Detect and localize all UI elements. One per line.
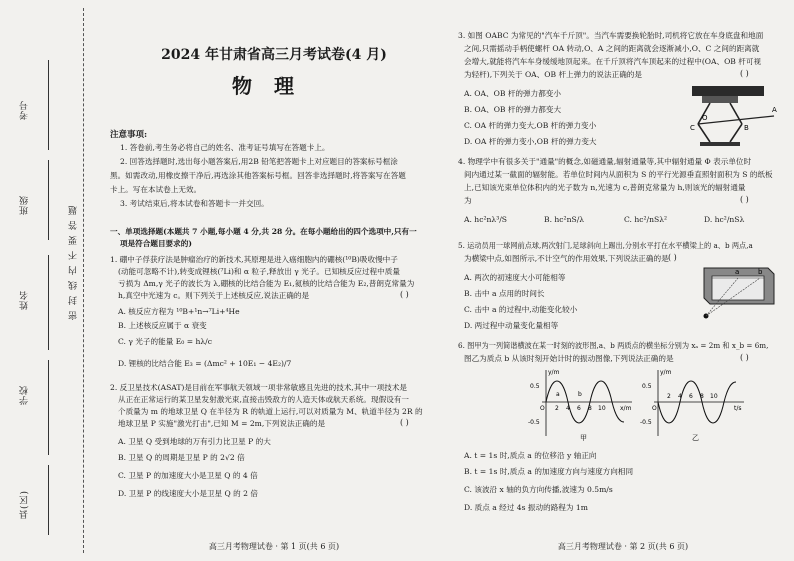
x-tick: 6 <box>689 393 693 400</box>
y-label: y/m <box>548 369 560 376</box>
origin-label: O <box>540 405 545 412</box>
q4-line: 间内通过某一截面的辐射能。若单位时间内从面积为 S 的平行光源垂直照射面积为 S 的纸板 <box>464 170 773 179</box>
y-tick: -0.5 <box>528 419 540 426</box>
x-label: x/m <box>620 405 632 412</box>
q3-option-d: D. OA 杆的弹力变小,OB 杆的弹力变大 <box>464 137 597 146</box>
q6-line: 6. 图甲为一列简谐横波在某一时刻的波形图,a、b 两质点的横坐标分别为 xₐ = 2m 和 x_b = 6m, <box>458 341 769 350</box>
q3-option-a: A. OA、OB 杆的弹力都变小 <box>464 89 561 98</box>
q2-option-d: D. 卫星 P 的线速度大小是卫星 Q 的 2 倍 <box>118 489 259 498</box>
note-line: 3. 考试结束后,将本试卷和答题卡一并交回。 <box>120 199 269 208</box>
q1-line: h,真空中光速为 c。则下列关于上述核反应,说法正确的是 <box>118 291 310 300</box>
q4-line: 4. 物理学中有很多关于"通量"的概念,如磁通量,辐射通量等,其中辐射通量 Φ 表示单位时 <box>458 157 752 166</box>
q5-option-b: B. 击中 a 点用的时间长 <box>464 289 545 298</box>
label-c: C <box>690 124 695 132</box>
page-2 <box>458 0 788 561</box>
class-label: 班级 <box>20 195 30 215</box>
note-line: 黑。如需改动,用橡皮擦干净后,再选涂其他答案标号框。回答非选择题时,将答案写在答题 <box>110 171 406 180</box>
q6-line: 图乙为质点 b 从该时刻开始计时的振动图像,下列说法正确的是 <box>464 354 674 363</box>
note-line: 2. 回答选择题时,选出每小题答案后,用2B 铅笔把答题卡上对应题目的答案标号框涂 <box>120 157 398 166</box>
goal-net <box>712 276 764 300</box>
q3-option-c: C. OA 杆的弹力变大,OB 杆的弹力变小 <box>464 121 597 130</box>
exam-no-line <box>48 60 49 150</box>
q2-option-a: A. 卫星 Q 受到地球的万有引力比卫星 P 的大 <box>118 437 271 446</box>
y-label: y/m <box>660 369 672 376</box>
x-tick: 8 <box>588 405 592 412</box>
car-body-block <box>692 86 764 96</box>
page-1 <box>104 0 444 561</box>
q4-option-c: C. hc²/nSλ² <box>624 215 668 224</box>
jack-screw-rod <box>698 116 774 124</box>
x-tick: 10 <box>598 405 606 412</box>
x-tick: 2 <box>555 405 559 412</box>
q3-line: 3. 如图 OABC 为常见的"汽车千斤顶"。当汽车需要换轮胎时,司机将它放在车身底盘和地面 <box>458 31 764 40</box>
exam-title: 2024 年甘肃省高三月考试卷(4 月) <box>161 47 387 63</box>
jack-arm <box>698 124 710 142</box>
y-tick: 0.5 <box>530 383 540 390</box>
q2-line: 地球卫星 P 实施"激光打击",已知 M = 2m,下列说法正确的是 <box>118 419 326 428</box>
point-a-label: a <box>556 391 560 398</box>
page-2-footer: 高三月考物理试卷 · 第 2 页(共 6 页) <box>557 542 689 551</box>
q3-line: 为轻杆),下列关于 OA、OB 杆上弹力的说法正确的是 <box>464 70 642 79</box>
q2-answer-paren: ( ) <box>400 418 409 427</box>
label-a: A <box>772 106 777 114</box>
section-title-cont: 项是符合题目要求的) <box>120 239 192 248</box>
caption: 乙 <box>692 434 699 442</box>
q5-option-a: A. 两次的初速度大小可能相等 <box>464 273 566 282</box>
q1-line: 亏损为 Δm,γ 光子的波长为 λ,硼核的比结合能为 E₁,氦核的比结合能为 E₂,普朗克常量为 <box>118 279 415 288</box>
x-tick: 4 <box>678 393 682 400</box>
note-line: 卡上。写在本试卷上无效。 <box>110 185 202 194</box>
jack-base <box>700 142 740 146</box>
notes-heading: 注意事项: <box>110 130 148 140</box>
x-tick: 2 <box>667 393 671 400</box>
q3-option-b: B. OA、OB 杆的弹力都变大 <box>464 105 562 114</box>
class-line <box>48 160 49 240</box>
q6-option-a: A. t = 1s 时,质点 a 的位移沿 y 轴正向 <box>464 451 597 460</box>
q6-option-b: B. t = 1s 时,质点 a 的加速度方向与速度方向相同 <box>464 467 634 476</box>
x-tick: 8 <box>700 393 704 400</box>
origin-label: O <box>652 405 657 412</box>
q1-answer-paren: ( ) <box>400 290 409 299</box>
q4-option-d: D. hc²/nSλ <box>704 215 745 224</box>
goal-figure <box>694 260 778 320</box>
jack-top-plate <box>702 96 738 103</box>
q5-option-d: D. 两过程中动量变化量相等 <box>464 321 559 330</box>
name-line <box>48 255 49 350</box>
q1-line: (动能可忽略不计),转变成锂核(⁷Li)和 α 粒子,释放出 γ 光子。已知核反应过程中质量 <box>118 267 400 276</box>
seal-dashed-line <box>83 8 84 553</box>
x-tick: 6 <box>577 405 581 412</box>
q2-option-c: C. 卫星 P 的加速度大小是卫星 Q 的 4 倍 <box>118 471 258 480</box>
q4-line: 上,已知该光束单位体积内的光子数为 n,光速为 c,普朗克常量为 h,则该光的辐射通量 <box>464 183 746 192</box>
caption: 甲 <box>580 434 587 442</box>
q3-line: 之间,只需摇动手柄使螺杆 OA 转动,O、A 之间的距离就会逐渐减小,O、C 之间的距离就 <box>464 44 760 53</box>
point-b-label: b <box>578 391 582 398</box>
county-label: 县(区) <box>20 490 30 520</box>
q1-line: 1. 硼中子俘获疗法是肿瘤治疗的新技术,其原理是进入癌细胞内的硼核(¹⁰B)吸收慢中子 <box>110 255 398 264</box>
y-tick: 0.5 <box>642 383 652 390</box>
school-line <box>48 360 49 455</box>
q4-option-b: B. hc²nS/λ <box>544 215 585 224</box>
q1-option-a: A. 核反应方程为 ¹⁰B+¹n→⁷Li+⁴He <box>118 307 240 316</box>
x-tick: 10 <box>710 393 718 400</box>
label-o: O <box>702 114 708 122</box>
name-label: 姓名 <box>20 290 30 310</box>
q6-answer-paren: ( ) <box>740 353 749 362</box>
county-line <box>48 465 49 535</box>
q2-line: 2. 反卫星技术(ASAT)是目前在军事航天领域一项非常敏感且先进的技术,其中一项技术是 <box>110 383 408 392</box>
binding-strip <box>0 0 100 561</box>
wave-graph-right <box>640 366 750 442</box>
q6-option-d: D. 质点 a 经过 4s 振动的路程为 1m <box>464 503 588 512</box>
q5-answer-paren: ( ) <box>668 253 677 262</box>
q1-option-d: D. 锂核的比结合能 E₃ = (Δmc² + 10E₁ − 4E₂)/7 <box>118 359 292 368</box>
q5-option-c: C. 击中 a 的过程中,动能变化较小 <box>464 305 578 314</box>
label-b: b <box>758 268 763 276</box>
q5-line: 为横梁中点,如图所示,不计空气的作用效果,下列说法正确的是 <box>464 254 669 263</box>
school-label: 学校 <box>20 385 30 405</box>
q4-line: 为 <box>464 196 472 205</box>
q5-line: 5. 运动员用一球网前点球,两次射门,足球斜向上踢出,分别水平打在水平横梁上的 a、b 两点,a <box>458 241 753 250</box>
label-a: a <box>735 268 740 276</box>
q2-line: 从正在正常运行的某卫星发射激光束,直接击毁敌方的人造天体或航天系统。现假设有一 <box>118 395 409 404</box>
q4-answer-paren: ( ) <box>740 195 749 204</box>
note-line: 1. 答卷前,考生务必将自己的姓名、准考证号填写在答题卡上。 <box>120 143 330 152</box>
q1-option-c: C. γ 光子的能量 E₀ = hλ/c <box>118 337 212 346</box>
seal-line-text: 密封线内不要答题 <box>69 200 79 320</box>
q3-line: 会增大,就能将汽车车身缓缓地顶起来。在千斤顶将汽车顶起来的过程中(OA、OB 杆可视 <box>464 57 762 66</box>
x-tick: 4 <box>566 405 570 412</box>
q3-answer-paren: ( ) <box>740 69 749 78</box>
page-1-footer: 高三月考物理试卷 · 第 1 页(共 6 页) <box>208 542 340 551</box>
exam-no-label: 考号 <box>20 100 30 120</box>
jack-arm <box>730 124 742 142</box>
section-title: 一、单项选择题(本题共 7 小题,每小题 4 分,共 28 分。在每小题给出的四个选项中,只有一 <box>110 227 417 236</box>
subject-title: 物理 <box>232 74 316 98</box>
wave-graph-left <box>528 366 638 442</box>
car-jack-figure <box>682 84 782 148</box>
q1-option-b: B. 上述核反应属于 α 衰变 <box>118 321 207 330</box>
x-label: t/s <box>734 405 742 412</box>
q6-option-c: C. 该波沿 x 轴的负方向传播,波速为 0.5m/s <box>464 485 613 494</box>
q2-option-b: B. 卫星 Q 的周期是卫星 P 的 2√2 倍 <box>118 453 245 462</box>
q4-option-a: A. hc²nλ³/S <box>464 215 508 224</box>
label-b: B <box>744 124 749 132</box>
q2-line: 个质量为 m 的地球卫星 Q 在半径为 R 的轨道上运行,可以对质量为 M、轨道半径为 2R 的 <box>118 407 423 416</box>
y-tick: -0.5 <box>640 419 652 426</box>
